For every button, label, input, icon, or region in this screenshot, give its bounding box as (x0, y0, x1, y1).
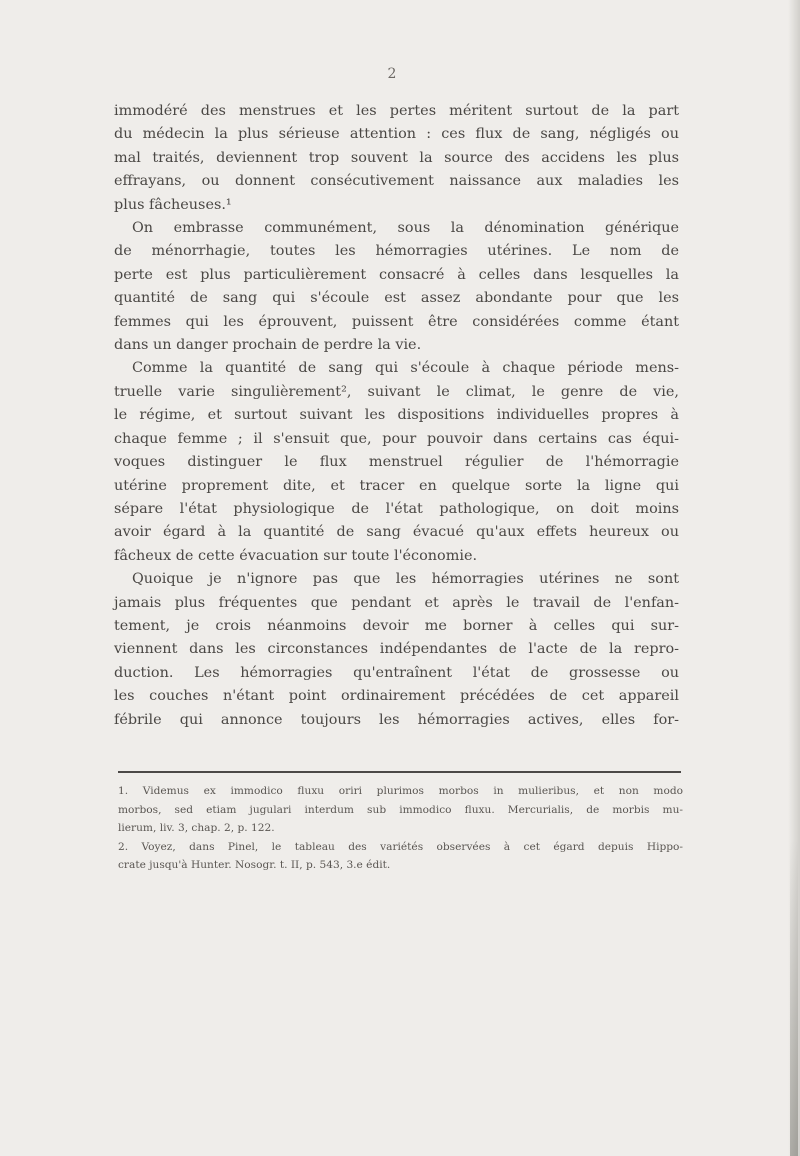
text-line: chaque femme ; il s'ensuit que, pour pouvoir dans certains cas équi- (114, 430, 679, 447)
main-text (114, 100, 679, 732)
text-line: plus fâcheuses.¹ (114, 196, 232, 213)
text-line: femmes qui les éprouvent, puissent être considérées comme étant (114, 313, 679, 330)
text-line: fâcheux de cette évacuation sur toute l'économie. (114, 547, 478, 564)
text-line: perte est plus particulièrement consacré à celles dans lesquelles la (114, 266, 679, 283)
text-line: de ménorrhagie, toutes les hémorragies utérines. Le nom de (114, 243, 679, 260)
text-line: truelle varie singulièrement², suivant le climat, le genre de vie, (114, 383, 679, 400)
text-line: sépare l'état physiologique de l'état pathologique, on doit moins (114, 500, 679, 517)
text-line: fébrile qui annonce toujours les hémorragies actives, elles for- (114, 711, 679, 728)
text-line: jamais plus fréquentes que pendant et après le travail de l'enfan- (114, 594, 679, 611)
text-line: immodéré des menstrues et les pertes méritent surtout de la part (114, 103, 679, 119)
text-line: Quoique je n'ignore pas que les hémorragies utérines ne sont (132, 571, 679, 588)
text-line: quantité de sang qui s'écoule est assez abondante pour que les (114, 290, 679, 307)
text-line: les couches n'étant point ordinairement précédées de cet appareil (114, 688, 679, 705)
text-line: On embrasse communément, sous la dénomination générique (132, 220, 679, 237)
text-line: du médecin la plus sérieuse attention : ces flux de sang, négligés ou (114, 126, 679, 143)
footnote-separator-rule (118, 771, 681, 773)
text-line: mal traités, deviennent trop souvent la source des accidens les plus (114, 149, 679, 166)
text-line: viennent dans les circonstances indépendantes de l'acte de la repro- (114, 641, 679, 658)
text-line: le régime, et surtout suivant les dispositions individuelles propres à (114, 407, 679, 424)
paragraph (114, 357, 679, 568)
footnote-line: lierum, liv. 3, chap. 2, p. 122. (118, 822, 275, 834)
footnotes (118, 782, 683, 875)
text-line: voques distinguer le flux menstruel régulier de l'hémorragie (114, 454, 679, 471)
text-line: duction. Les hémorragies qu'entraînent l'état de grossesse ou (114, 664, 679, 681)
text-line: effrayans, ou donnent consécutivement naissance aux maladies les (114, 173, 679, 190)
paragraph (114, 568, 679, 732)
text-line: utérine proprement dite, et tracer en quelque sorte la ligne qui (114, 477, 679, 494)
text-line: Comme la quantité de sang qui s'écoule à chaque période mens- (132, 360, 679, 377)
footnote-line: 1. Videmus ex immodico fluxu oriri plurimos morbos in mulieribus, et non modo (118, 785, 683, 797)
text-line: tement, je crois néanmoins devoir me borner à celles qui sur- (114, 617, 679, 634)
footnote-line: crate jusqu'à Hunter. Nosogr. t. II, p. 543, 3.e édit. (118, 859, 391, 871)
text-line: avoir égard à la quantité de sang évacué qu'aux effets heureux ou (114, 524, 679, 541)
page-number: 2 (387, 66, 397, 82)
text-line: dans un danger prochain de perdre la vie. (114, 337, 422, 354)
paragraph (114, 100, 679, 217)
page-edge-stain (790, 840, 798, 1156)
footnote-line: 2. Voyez, dans Pinel, le tableau des variétés observées à cet égard depuis Hippo- (118, 840, 683, 853)
footnote-line: morbos, sed etiam jugulari interdum sub immodico fluxu. Mercurialis, de morbis mu- (118, 803, 683, 816)
paragraph (114, 217, 679, 357)
